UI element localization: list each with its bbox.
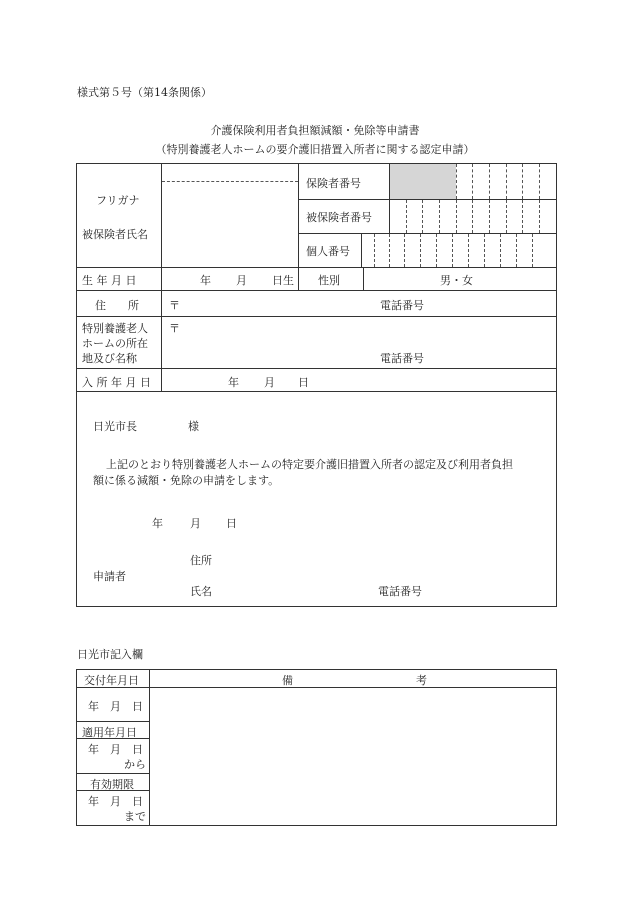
apply-date-label: 適用年月日 [82,726,137,739]
insured-number-label: 被保険者番号 [306,211,372,224]
remarks-input[interactable] [151,689,555,824]
personal-number-input[interactable] [362,234,556,267]
birth-day: 日生 [272,274,294,287]
facility-label-line3: 地及び名称 [82,352,137,365]
valid-ymd: 年 月 日 [88,795,143,808]
office-section-title: 日光市記入欄 [77,648,143,661]
application-year: 年 [152,517,163,530]
rule [76,368,557,369]
application-month: 月 [190,517,201,530]
form-number: 様式第５号（第14条関係） [77,86,212,99]
personal-number-label: 個人番号 [306,245,350,258]
birth-year: 年 [200,274,211,287]
applicant-name-input[interactable] [218,578,368,598]
birth-month: 月 [236,274,247,287]
rule [76,316,557,317]
insured-name-label: 被保険者氏名 [82,228,148,241]
application-day: 日 [226,517,237,530]
phone-label: 電話番号 [380,299,424,312]
apply-from: から [124,758,146,771]
form-title: 介護保険利用者負担額減額・免除等申請書 [210,124,420,137]
facility-postal-mark: 〒 [169,322,180,335]
applicant-address-label: 住所 [190,554,212,567]
applicant-phone-label: 電話番号 [378,585,422,598]
insured-number-input[interactable] [390,200,556,233]
apply-ymd: 年 月 日 [88,743,143,756]
facility-input[interactable] [184,318,554,366]
admission-year: 年 [228,376,239,389]
issue-date-label: 交付年月日 [84,674,139,687]
digit-divider [506,164,507,199]
rule [298,163,299,290]
rule [76,391,557,392]
furigana-label: フリガナ [96,194,140,207]
applicant-phone-input[interactable] [434,578,548,598]
applicant-name-label: 氏名 [190,585,212,598]
insurer-number-shaded [390,164,456,199]
digit-divider [539,164,540,199]
honorific: 様 [188,420,199,433]
insurer-number-label: 保険者番号 [306,177,361,190]
form-subtitle: （特別養護老人ホームの要介護旧措置入所者に関する認定申請） [155,143,475,156]
applicant-address-input[interactable] [218,548,548,568]
valid-until: まで [124,810,146,823]
postal-mark: 〒 [169,299,180,312]
rule [76,267,557,268]
furigana-input[interactable] [162,164,298,181]
rule [76,290,557,291]
gender-value[interactable]: 男・女 [440,274,473,287]
addressee: 日光市長 [93,420,137,433]
address-input[interactable] [184,292,374,314]
digit-divider [522,164,523,199]
address-label: 住 所 [95,299,139,312]
rule [149,669,150,826]
body-line-2: 額に係る減額・免除の申請をします。 [93,474,280,487]
applicant-label: 申請者 [93,570,126,583]
valid-label: 有効期限 [90,778,134,791]
rule [76,721,150,722]
admission-month: 月 [264,376,275,389]
body-line-1: 上記のとおり特別養護老人ホームの特定要介護旧措置入所者の認定及び利用者負担 [106,458,513,471]
digit-divider [489,164,490,199]
admission-day: 日 [298,376,309,389]
issue-ymd: 年 月 日 [88,700,143,713]
remarks-label-1: 備 [282,674,293,687]
insured-name-input[interactable] [162,182,298,267]
digit-divider [456,164,457,199]
gender-label: 性別 [318,274,340,287]
remarks-label-2: 考 [416,674,427,687]
facility-label-line1: 特別養護老人 [82,322,148,335]
facility-label-line2: ホームの所在 [82,337,148,350]
admission-date-label: 入 所 年 月 日 [82,376,151,389]
facility-phone-label: 電話番号 [380,352,424,365]
rule [76,687,557,688]
rule [76,773,150,774]
birthdate-label: 生 年 月 日 [82,274,137,287]
digit-divider [472,164,473,199]
rule [363,267,364,290]
